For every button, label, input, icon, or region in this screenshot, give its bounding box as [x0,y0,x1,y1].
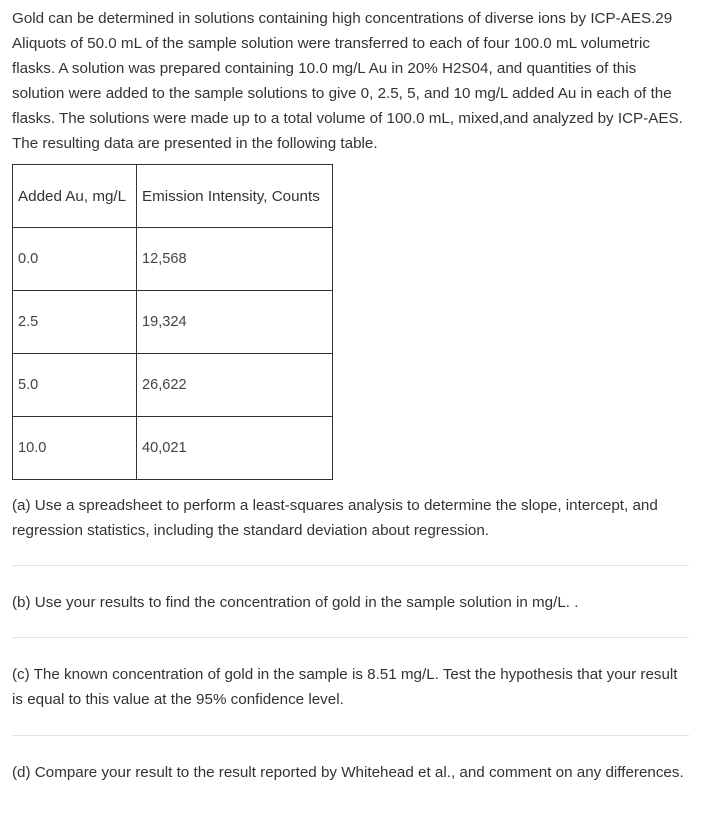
question-c: (c) The known concentration of gold in the sample is 8.51 mg/L. Test the hypothesis that your result is equal to this value at the 95% confidence level. [12,666,678,708]
question-d: (d) Compare your result to the result reported by Whitehead et al., and comment on any differences. [12,764,684,781]
cell-emission-intensity: 26,622 [137,354,333,417]
cell-added-au: 10.0 [13,417,137,480]
divider [12,637,689,638]
table-row [13,228,333,291]
data-table [12,164,333,480]
divider [12,565,689,566]
table-row [13,354,333,417]
question-a: (a) Use a spreadsheet to perform a least-squares analysis to determine the slope, intercept, and regression statistics, including the standard deviation about regression. [12,497,658,539]
cell-emission-intensity: 40,021 [137,417,333,480]
table-row [13,417,333,480]
cell-added-au: 5.0 [13,354,137,417]
question-b: (b) Use your results to find the concentration of gold in the sample solution in mg/L. . [12,594,579,611]
divider [12,735,689,736]
cell-emission-intensity: 19,324 [137,291,333,354]
header-added-au: Added Au, mg/L [13,165,137,228]
problem-intro: Gold can be determined in solutions containing high concentrations of diverse ions by ICP-AES.29 Aliquots of 50.0 mL of the sample solution were transferred to each of four 100.0 mL volumetric flasks. A solution was prepared containing 10.0 mg/L Au in 20% H2S04, and quantities of this solution were added to the sample solutions to give 0, 2.5, 5, and 10 mg/L added Au in each of the flasks. The solutions were made up to a total volume of 100.0 mL, mixed,and analyzed by ICP-AES. The resulting data are presented in the following table. [12,10,683,152]
header-emission-intensity: Emission Intensity, Counts [137,165,333,228]
cell-added-au: 0.0 [13,228,137,291]
cell-added-au: 2.5 [13,291,137,354]
cell-emission-intensity: 12,568 [137,228,333,291]
table-row [13,291,333,354]
table-header-row [13,165,333,228]
